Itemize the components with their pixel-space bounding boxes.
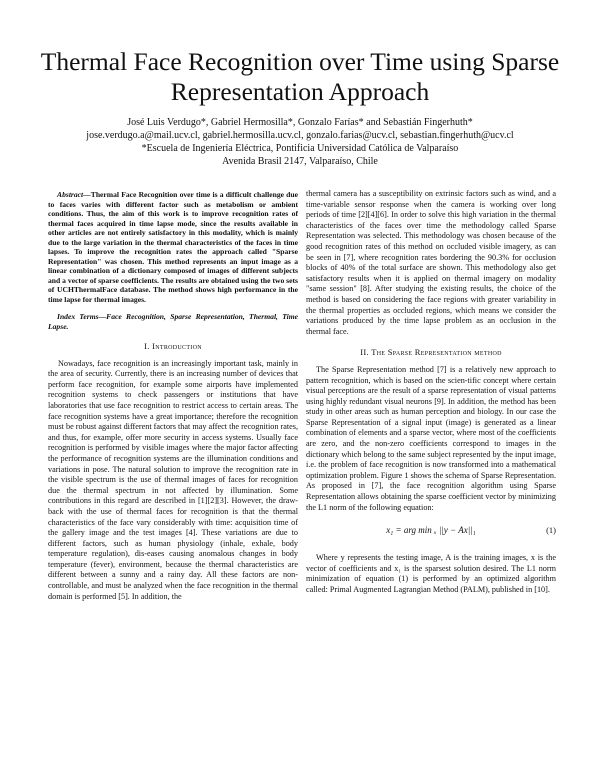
- author-affiliation: *Escuela de Ingeniería Eléctrica, Pontificia Universidad Católica de Valparaíso: [141, 143, 459, 154]
- author-emails: jose.verdugo.a@mail.ucv.cl, gabriel.hermosilla.ucv.cl, gonzalo.farias@ucv.cl, sebastian.fingerhuth@ucv.cl: [86, 130, 514, 141]
- sparse-representation-paragraph: The Sparse Representation method [7] is a relatively new approach to pattern recognition, which is based on the scien-tific concept where certain visual perceptions are the result of a sparse representation of visual patterns using highly redundant visual neurons [9]. In addition, the method has been study in other areas such as human perception and biology. In our case the Sparse Representation of a signal input (image) is generated as a linear combination of elements and a sparse vector, where most of the coefficients are zero, and the non-zero coefficients correspond to images in the dictionary which belong to the same subject represented by the input image, i.e. the problem of face recognition is now transformed into a mathematical optimization problem. Figure 1 shows the schema of Sparse Representation. As proposed in [7], the face recognition algorithm using Sparse Representation allows obtaining the sparse coefficient vector by minimizing the L1 norm of the following equation:: [306, 364, 556, 512]
- introduction-continued-paragraph: thermal camera has a susceptibility on extrinsic factors such as wind, and a time-variable sensor response when the camera is working over long periods of time [2][4][6]. In order to solve this high variation in the thermal characteristics of the faces over time the methodology called Sparse Representation was selected. This methodology was chosen because of the good recognition rates of this method on occluded visible imagery, as can be seen in [7], where recognition rates bordering the 90.3% for occlusion blocks of 40% of the total surface are shown. This methodology also get satisfactory results when it is applied on thermal imagery on modality "same session" [8]. After studying the existing results, the choice of the method is based on considering the face regions with greater variability in the thermal properties as occluded regions, which means we consider the variations produced by the time lapse problem as an occlusion in the thermal face.: [306, 189, 556, 336]
- abstract-text: Thermal Face Recognition over time is a difficult challenge due to faces varies with different factor such as metabolism or ambient conditions. Thus, the aim of this work is to improve recognition rates of thermal faces acquired in time lapse mode, since the results available in other articles are not entirely satisfactory in this modality, which is mainly due to the large variation in the thermal characteristics of the faces in time lapses. To improve the recognition rates the approach called "Sparse Representation" was chosen. This method represents an input image as a linear combination of a dictionary composed of images of different subjects and a vector of sparse coefficients. The results are obtained using the two sets of UCHThermalFace database. The method shows high performance in the time lapse for thermal images.: [48, 190, 298, 304]
- equation-explanation-paragraph: Where y represents the testing image, A is the training images, x is the vector of coefficients and x₁ is the sparsest solution desired. The L1 norm minimization of equation (1) is performed by an optimized algorithm called: Primal Augmented Lagrangian Method (PALM), published in [10].: [306, 553, 556, 594]
- introduction-paragraph: Nowadays, face recognition is an increasingly important task, mainly in the area of security. Currently, there is an increasing number of devices that perform face recognition, for example some airports have implemented recognition systems to check passengers or institutions that have laboratories that use face recognition to restrict access to certain areas. The face recognition systems have a great importance; therefore the recognition must be robust against different factors that may affect the recognition rates, and thus, for example, offer more security in access systems. Usually face recognition is performed by visible images where the major factor affecting the performance of recognition systems are the illumination conditions and variations in pose. The natural solution to improve the recognition rate in the visible spectrum is the use of thermal images of faces for recognition due the thermal spectrum in not affected by illumination. Some contributions in this regard are described in [1][2][3]. However, the draw-back with the use of thermal faces for recognition is that the thermal characteristics of the face vary considerably with time: acquisition time of the gallery image and the test images [4]. These variations are due to different factors, such as human physiology (inhale, exhale, body temperature regulation), dis-eases causing anomalous changes in body temperature (fever), environment, because the thermal characteristics are different between a sunny and a rainy day. All these factors are non-controllable, and must be analyzed when the face recognition in the thermal domain is performed [5]. In addition, the: [48, 358, 298, 601]
- right-column: [306, 189, 556, 596]
- title-line-2: Representation Approach: [170, 77, 430, 106]
- paper-title: [30, 47, 570, 107]
- author-names: José Luis Verdugo*, Gabriel Hermosilla*, Gonzalo Farías* and Sebastián Fingerhuth*: [127, 117, 473, 128]
- abstract: [48, 190, 298, 304]
- equation-expression: x₁ = arg min ₓ ||y − Ax||₁: [386, 525, 476, 536]
- title-line-1: Thermal Face Recognition over Time using Sparse: [40, 47, 560, 76]
- abstract-lead: Abstract—: [57, 190, 91, 199]
- section-heading-sparse-representation: II. The Sparse Representation method: [360, 347, 502, 358]
- left-column: [48, 190, 298, 602]
- equation-1: [306, 525, 556, 541]
- section-heading-introduction: I. Introduction: [144, 341, 202, 351]
- author-block: [30, 116, 570, 168]
- equation-number: (1): [546, 525, 556, 536]
- author-address: Avenida Brasil 2147, Valparaíso, Chile: [222, 156, 378, 167]
- index-terms: Index Terms—Face Recognition, Sparse Representation, Thermal, Time Lapse.: [48, 312, 298, 331]
